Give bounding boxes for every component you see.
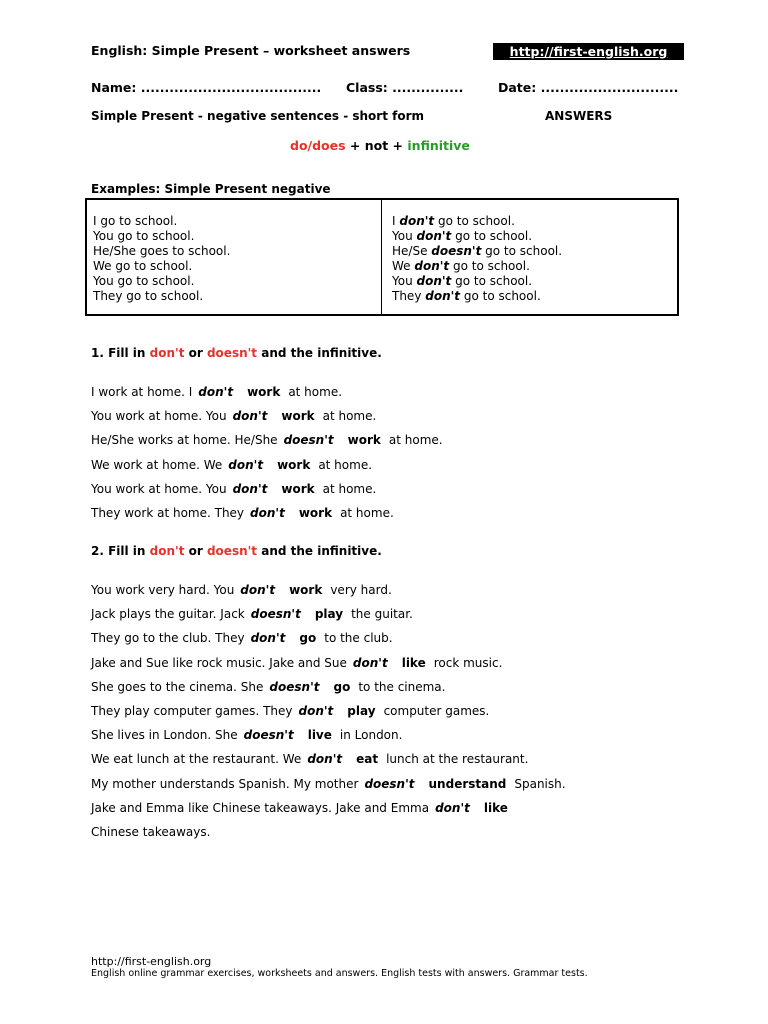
example-rest: go to school. bbox=[451, 229, 533, 243]
exercise-sentence: My mother understands Spanish. My mother bbox=[91, 776, 359, 791]
answer-negation: don't bbox=[228, 457, 264, 472]
example-affirmative-line: You go to school. bbox=[93, 274, 195, 288]
exercise-sentence: You work at home. You bbox=[91, 409, 227, 424]
exercise2-or: or bbox=[184, 544, 207, 558]
exercise-sentence: She goes to the cinema. She bbox=[91, 679, 264, 694]
answer-negation: don't bbox=[240, 583, 276, 597]
exercise1-doesnt: doesn't bbox=[206, 346, 258, 360]
answer-verb: like bbox=[401, 655, 426, 670]
example-rest: go to school. bbox=[451, 274, 533, 288]
exercise-sentence: I work at home. I bbox=[91, 385, 193, 399]
exercise-line bbox=[91, 385, 342, 399]
exercise-sentence: Jake and Emma like Chinese takeaways. Jake and Emma bbox=[91, 800, 430, 815]
exercise-line bbox=[91, 506, 394, 520]
answer-verb: play bbox=[347, 704, 376, 718]
example-negative-line bbox=[392, 259, 677, 274]
exercise-line bbox=[91, 482, 376, 496]
exercise-line bbox=[91, 583, 392, 597]
exercise-sentence-end: at home. bbox=[340, 506, 394, 520]
exercise-line bbox=[91, 433, 443, 447]
answer-verb: work bbox=[277, 457, 311, 472]
answer-verb: work bbox=[281, 409, 315, 424]
exercise-sentence: Jack plays the guitar. Jack bbox=[91, 607, 245, 622]
example-subject: We bbox=[392, 259, 415, 273]
exercise-sentence: They play computer games. They bbox=[91, 704, 293, 718]
example-negative-line bbox=[392, 214, 677, 229]
example-subject: They bbox=[392, 289, 426, 303]
exercise-line bbox=[91, 607, 413, 621]
answer-negation: doesn't bbox=[269, 679, 320, 694]
name-field: Name: ...................................... bbox=[91, 80, 322, 95]
answer-negation: don't bbox=[250, 631, 286, 646]
examples-affirmative-column bbox=[87, 200, 382, 314]
example-rest: go to school. bbox=[449, 259, 530, 273]
answer-verb: live bbox=[307, 728, 332, 743]
answer-verb: play bbox=[314, 607, 344, 622]
formula-do-does: do/does bbox=[290, 138, 346, 153]
answer-verb: understand bbox=[428, 776, 507, 791]
exercise-sentence-end: rock music. bbox=[433, 655, 503, 670]
exercise-sentence: They go to the club. They bbox=[91, 631, 245, 646]
exercise1-prefix: 1. Fill in bbox=[91, 346, 150, 360]
formula-plus-not: + not + bbox=[345, 138, 408, 153]
exercise-sentence-end: at home. bbox=[322, 481, 377, 496]
exercise-sentence: You work very hard. You bbox=[91, 583, 235, 597]
answer-verb: eat bbox=[356, 752, 379, 767]
exercise-sentence: He/She works at home. He/She bbox=[91, 433, 278, 448]
exercise-sentence-end: at home. bbox=[288, 385, 343, 399]
answer-negation: don't bbox=[298, 704, 334, 718]
example-subject: I bbox=[392, 214, 400, 228]
answer-negation: don't bbox=[250, 506, 285, 520]
example-negative-line bbox=[392, 244, 677, 259]
example-subject: He/Se bbox=[392, 244, 432, 258]
exercise-sentence-end: computer games. bbox=[383, 704, 490, 718]
answer-negation: don't bbox=[232, 481, 268, 496]
exercise-sentence-end: very hard. bbox=[330, 583, 392, 597]
subtitle: Simple Present - negative sentences - short form bbox=[91, 109, 425, 123]
answer-negation: don't bbox=[307, 752, 343, 767]
examples-table bbox=[85, 198, 679, 316]
answer-verb: like bbox=[483, 800, 508, 815]
exercise-line bbox=[91, 704, 489, 718]
example-negation: don't bbox=[425, 289, 461, 303]
example-negation: don't bbox=[416, 229, 452, 243]
example-affirmative-line: They go to school. bbox=[93, 289, 204, 303]
answer-negation: doesn't bbox=[364, 776, 415, 791]
exercise-line bbox=[91, 631, 393, 645]
examples-negative-column bbox=[382, 200, 677, 314]
answer-negation: don't bbox=[198, 385, 234, 399]
formula bbox=[290, 138, 470, 153]
example-negation: don't bbox=[416, 274, 452, 288]
answer-verb: work bbox=[298, 506, 333, 520]
example-rest: go to school. bbox=[434, 214, 515, 228]
exercise-sentence-end: at home. bbox=[322, 409, 377, 424]
exercise-sentence-end: Spanish. bbox=[514, 776, 566, 791]
exercise-sentence: They work at home. They bbox=[91, 506, 245, 520]
example-subject: You bbox=[392, 274, 417, 288]
example-negative-line bbox=[392, 289, 677, 304]
exercise-line bbox=[91, 680, 445, 694]
answer-negation: don't bbox=[352, 655, 388, 670]
answer-negation: don't bbox=[232, 409, 268, 424]
class-field: Class: ............... bbox=[346, 80, 464, 95]
footer-description: English online grammar exercises, worksheets and answers. English tests with answers. Grammar tests. bbox=[91, 968, 588, 979]
example-affirmative-line: You go to school. bbox=[93, 229, 195, 243]
answer-verb: work bbox=[347, 433, 381, 448]
answer-negation: doesn't bbox=[283, 433, 334, 448]
exercise-sentence-end: the guitar. bbox=[351, 607, 413, 622]
example-rest: go to school. bbox=[481, 244, 563, 258]
answer-verb: go bbox=[333, 679, 351, 694]
date-field: Date: ............................. bbox=[498, 80, 679, 95]
exercise2-instruction bbox=[91, 544, 382, 558]
exercise-line bbox=[91, 409, 376, 423]
exercise-sentence-end: to the cinema. bbox=[358, 679, 446, 694]
examples-heading: Examples: Simple Present negative bbox=[91, 182, 331, 196]
exercise-line bbox=[91, 728, 402, 742]
exercise1-or: or bbox=[184, 346, 207, 360]
exercise-sentence: You work at home. You bbox=[91, 481, 227, 496]
exercise-line bbox=[91, 777, 566, 791]
exercise-line bbox=[91, 752, 528, 766]
exercise2-prefix: 2. Fill in bbox=[91, 544, 150, 558]
example-subject: You bbox=[392, 229, 417, 243]
worksheet-title: English: Simple Present – worksheet answers bbox=[91, 43, 411, 58]
exercise-sentence-end: lunch at the restaurant. bbox=[386, 752, 529, 767]
answer-verb: go bbox=[299, 631, 317, 646]
answer-verb: work bbox=[247, 385, 281, 399]
example-negation: don't bbox=[399, 214, 435, 228]
exercise2-continuation: Chinese takeaways. bbox=[91, 825, 211, 839]
exercise-sentence: Jake and Sue like rock music. Jake and Sue bbox=[91, 655, 347, 670]
exercise1-instruction bbox=[91, 346, 382, 360]
example-negation: doesn't bbox=[431, 244, 482, 258]
exercise-line bbox=[91, 656, 502, 670]
answer-negation: doesn't bbox=[243, 728, 294, 743]
header-url-link[interactable]: http://first-english.org bbox=[493, 43, 684, 60]
exercise-line bbox=[91, 801, 516, 815]
answer-verb: work bbox=[289, 583, 323, 597]
example-rest: go to school. bbox=[460, 289, 541, 303]
footer-url-link[interactable]: http://first-english.org bbox=[91, 955, 212, 968]
answer-negation: don't bbox=[435, 800, 470, 815]
exercise2-suffix: and the infinitive. bbox=[257, 544, 382, 558]
formula-infinitive: infinitive bbox=[407, 138, 470, 153]
exercise2-dont: don't bbox=[149, 544, 185, 558]
exercise1-suffix: and the infinitive. bbox=[257, 346, 382, 360]
example-negation: don't bbox=[414, 259, 450, 273]
example-negative-line bbox=[392, 229, 677, 244]
exercise-sentence-end: in London. bbox=[339, 728, 403, 743]
exercise-sentence: We eat lunch at the restaurant. We bbox=[91, 752, 302, 767]
answer-verb: work bbox=[281, 481, 315, 496]
example-affirmative-line: I go to school. bbox=[93, 214, 178, 228]
example-affirmative-line: We go to school. bbox=[93, 259, 193, 273]
example-affirmative-line: He/She goes to school. bbox=[93, 244, 231, 258]
exercise-sentence-end: at home. bbox=[318, 457, 373, 472]
exercise-sentence: She lives in London. She bbox=[91, 728, 238, 743]
exercise1-dont: don't bbox=[149, 346, 185, 360]
exercise2-doesnt: doesn't bbox=[206, 544, 258, 558]
answer-negation: doesn't bbox=[250, 607, 301, 622]
answers-label: ANSWERS bbox=[545, 109, 613, 123]
exercise-sentence: We work at home. We bbox=[91, 457, 223, 472]
example-negative-line bbox=[392, 274, 677, 289]
exercise-line bbox=[91, 458, 372, 472]
exercise-sentence-end: to the club. bbox=[324, 631, 393, 646]
exercise-sentence-end: at home. bbox=[388, 433, 443, 448]
